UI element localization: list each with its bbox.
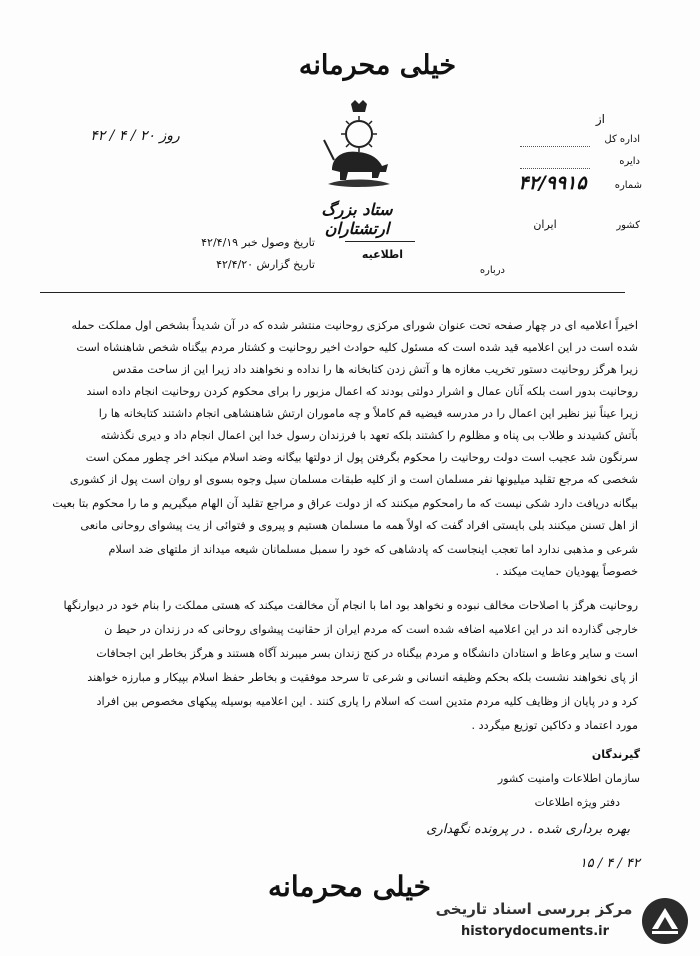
classification-bottom: خیلی محرمانه: [268, 870, 431, 903]
body-line: روحانیت بدور است بلکه آنان عمال و اشرار دولتی بودند که اعمال مزبور را برای محکوم کردن روحانیت انجام داده اسند: [86, 385, 638, 398]
department-label: اداره کل: [604, 134, 640, 145]
body-line: خصوصاً یهودیان حمایت میکند .: [495, 565, 638, 578]
received-date: تاریخ وصول خبر ۴۲/۴/۱۹: [201, 236, 315, 249]
office-line: [520, 168, 590, 169]
office-label: دایره: [619, 156, 640, 167]
department-line: [520, 146, 590, 147]
header-divider: [40, 292, 625, 293]
body-line: مورد اعتماد و دکاکین توزیع میگردد .: [471, 719, 638, 732]
handwritten-date-top: روز ۲۰ / ۴ / ۴۲: [90, 128, 180, 144]
recipients-label: گیرندگان: [591, 748, 640, 761]
body-line: شخصی که مرجع تقلید میلیونها نفر مسلمان است و از کلیه طبقات مسلمان سیل وجوه بسوی او روان است پول از کشوری: [69, 473, 638, 486]
body-line: بآتش کشیدند و طلاب بی پناه و مظلوم را کشتند بلکه تعهد با فرزندان رسول خدا این اعمال انجام داد و دیری نگذشته: [100, 429, 638, 442]
watermark-persian: مرکز بررسی اسناد تاریخی: [435, 900, 633, 918]
handwritten-signature-date: ۱۵ / ۴ / ۴۲: [579, 856, 640, 871]
body-line: از اهل تسنن میکنند بلی بایستی افراد گفت که اولاً همه ما مسلمان هستیم و پیروی و فتوائی از یت پیشوای روحانی مانعی: [80, 519, 638, 532]
body-line: شده است در این اعلامیه قید شده است که مسئول کلیه حوادث اخیر روحانیت و کشتار مردم بیگناه شخص شاهنشاه است: [76, 341, 638, 354]
body-line: بیگانه دریافت دارد شکی نیست که ما رامحکوم میکنند که از دولت عراق و مراجع تقلید آن الهام میگیریم و ما را محکوم بتا بعیت: [52, 497, 638, 510]
body-line: خارجی گذارده اند در این اعلامیه اضافه شده است که مردم ایران از حقانیت پیشوای روحانی که در زندان در حیط ن: [104, 623, 638, 636]
body-line: سرنگون شد عجیب است دولت روحانیت را محکوم بگرفتن پول از دولتها بیگانه وضد اسلام میکند اخر چطور ممکن است: [85, 451, 638, 464]
organization-name: ستاد بزرگ ارتشتاران: [321, 200, 393, 238]
recipient-1: سازمان اطلاعات وامنیت کشور: [497, 772, 640, 785]
watermark-url: historydocuments.ir: [460, 924, 610, 939]
recipient-2: دفتر ویژه اطلاعات: [534, 796, 620, 809]
body-line: زیرا عیناً نیز نظیر این اعمال را در مدرسه فیضیه قم کاملاً و چه ماموران ارتش شاهنشاهی انجام داشتند کتابخانه ها را: [98, 407, 638, 420]
body-line: روحانیت هرگز با اصلاحات مخالف نبوده و نخواهد بود اما با انجام آن مخالفت میکند که هستی مملکت را بنام خود در دیوارنگها: [63, 599, 638, 612]
subject-label: درباره: [479, 265, 505, 276]
recipient-value: ایران: [533, 218, 557, 231]
subject-divider-top: [345, 241, 415, 242]
classification-top: خیلی محرمانه: [298, 50, 457, 81]
from-label: از: [595, 112, 605, 126]
body-line: است و سایر وعاظ و استادان دانشگاه و مردم بیگناه در کنج زندان بسر میبرند آگاه هستند و هرگز بخاطر این اجحافات: [96, 647, 638, 660]
watermark-logo-icon: [640, 896, 690, 946]
body-line: اخیراً اعلامیه ای در چهار صفحه تحت عنوان شورای مرکزی روحانیت منتشر شده که در آن شدیداً بشخص اول مملکت حمله: [71, 319, 638, 332]
subject-value: اطلاعیه: [361, 248, 404, 261]
number-label: شماره: [614, 180, 642, 191]
recipient-label: کشور: [616, 220, 640, 231]
body-line: از پای نخواهند نشست بلکه بحکم وظیفه انسانی و شرعی تا سرحد موفقیت و بخاطر حفظ اسلام بپیکار و مبارزه خواهند: [87, 671, 638, 684]
lion-and-sun-emblem-icon: [318, 100, 400, 190]
body-line: زیرا هرگز روحانیت دستور تخریب مغازه ها و آتش زدن کتابخانه ها را نداده و نخواهند داد زیرا این از ساحت مقدس: [112, 363, 638, 376]
body-line: شرعی و مذهبی ندارد اما تعجب اینجاست که پادشاهی که خود را سمبل مسلمانان شیعه میداند از ملتهای ضد اسلام: [108, 543, 638, 556]
body-line: کرد و در پایان از وظایف کلیه مردم متدین است که اسلام را یاری کنند . این اعلامیه بوسیله پیکهای مخصوص بین افراد: [96, 695, 638, 708]
report-date: تاریخ گزارش ۴۲/۴/۲۰: [216, 258, 315, 271]
handwritten-note: بهره برداری شده . در پرونده نگهداری: [426, 822, 630, 837]
number-value: ۴۲/۹۹۱۵: [518, 172, 587, 194]
